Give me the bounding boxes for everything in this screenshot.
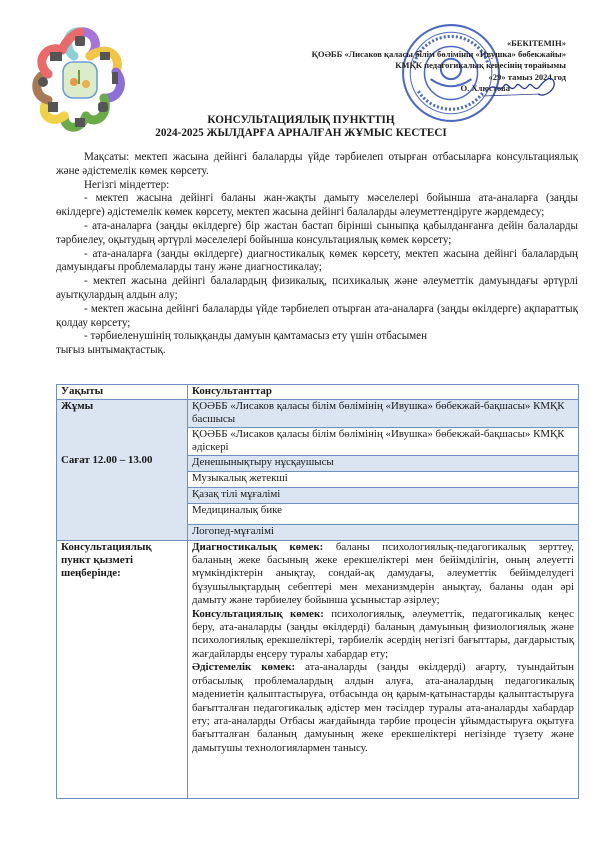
header-time: Уақыты [57, 385, 188, 400]
title-line-2: 2024-2025 ЖЫЛДАРҒА АРНАЛҒАН ЖҰМЫС КЕСТЕСІ [155, 127, 447, 139]
approval-heading: «БЕКІТЕМІН» [506, 38, 566, 48]
intro-section [56, 151, 578, 358]
table-header-row [57, 385, 579, 400]
service-item [192, 661, 574, 755]
services-label-cell: Консультациялық пункт қызметі шеңберінде: [57, 540, 188, 798]
service-item [192, 608, 574, 662]
time-cell [57, 400, 188, 541]
goal-paragraph: Мақсаты: мектеп жасына дейінгі балаларды үйде тәрбиелеп отырған отбасыларға консультациялық және әдістемелік көмек көрсету. [56, 151, 578, 177]
consultant-cell: Қазақ тілі мұғалімі [188, 487, 579, 503]
work-day: Жұмы [61, 400, 94, 412]
header-consultants: Консультанттар [188, 385, 579, 400]
consultant-cell: Денешынықтыру нұсқаушысы [188, 455, 579, 471]
tasks-heading: Негізгі міндеттер: [84, 178, 170, 191]
signature [480, 72, 560, 100]
service-title: Диагностикалық көмек: [192, 540, 324, 553]
consultant-cell: Логопед-мұғалімі [188, 524, 579, 540]
task-item: - мектеп жасына дейінгі баланы жан-жақты дамыту мәселелері бойынша ата-аналарға (заңды өкілдерге) әдістемелік көмек көрсету, мектеп жасына дейінгі балаларды әлеуметтендіруге жәрдемдесу; [56, 192, 578, 219]
consultant-cell: Медициналық бике [188, 503, 579, 524]
title-line-1: КОНСУЛЬТАЦИЯЛЫҚ ПУНКТТІҢ [207, 114, 395, 126]
schedule-table [56, 384, 579, 799]
consultant-cell: ҚОӘББ «Лисаков қаласы білім бөлімінің «Ивушка» бөбекжай-бақшасы» КМҚК әдіскері [188, 427, 579, 455]
consultant-cell: Музыкалық жетекші [188, 471, 579, 487]
approval-organization: ҚОӘББ «Лисаков қаласы білім бөлімінің «Ивушка» бөбекжайы» [311, 49, 566, 60]
task-item: - тәрбиеленушінің толыққанды дамуын қамтамасыз ету үшін отбасымен тығыз ынтымақтастық. [56, 330, 428, 357]
service-text: психологиялық, әлеуметтік, педагогикалық кеңес беру, ата-аналарды (заңды өкілдерді) баланың дамуының физиологиялық және психологиялық ерекшеліктері, тәрбиелік әсердің негізгі бағыттары, дағдарыстық жағдайларды еңсеру туралы хабардар ету; [192, 607, 574, 660]
document-title [0, 114, 602, 140]
consultant-cell: ҚОӘББ «Лисаков қаласы білім бөлімінің «Ивушка» бөбекжай-бақшасы» КМҚК басшысы [188, 400, 579, 428]
table-row [57, 540, 579, 798]
work-hours: Сағат 12.00 – 13.00 [61, 454, 153, 467]
service-title: Әдістемелік көмек: [192, 661, 296, 674]
task-item: - мектеп жасына дейінгі балаларды үйде тәрбиелеп отырған ата-аналарға (заңды өкілдерге) ақпараттық қолдау көрсету; [56, 302, 578, 329]
service-title: Консультациялық көмек: [192, 607, 324, 620]
task-item: - мектеп жасына дейінгі балалардың физикалық, психикалық және әлеуметтік дамуындағы әртүрлі ауытқулардың алдын алу; [56, 275, 578, 301]
approval-signatory: О. Хлюстова [460, 82, 510, 93]
service-text: баланы психологиялық-педагогикалық зерттеу, баланың жеке басының жеке ерекшеліктері мен бейімділігін, оның әлеуетті мүмкіндіктерін анықтау, сондай-ақ дамудағы, әлеуметтік бейімделудегі бұзушылықтардың себептері мен механизмдерін анықтау, баланы одан әрі дамыту және тәрбиелеу бойынша ұсыныстар әзірлеу; [192, 540, 574, 607]
table-row [57, 400, 579, 428]
approval-position: КМҚК педагогикалық кеңесінің төрайымы [395, 60, 566, 71]
service-text: ата-аналарды (заңды өкілдерді) ағарту, туындайтын отбасылық проблемалардың алдын алуға, ата-аналардың педагогикалық мәдениетін қалыптастыруға, отбасында оң қарым-қатынастарды қалыптастыруға бағытталған педагогикалық әдістер мен тәсілдер туралы ата-аналарды хабардар ету; ата-аналарды Отбасы жағдайында тәрбие процесін ұйымдастыруға оқытуға бағытталған баланың дамуының жеке ерекшеліктері негізінде түзету және дамытушы технологиялармен танысу. [192, 661, 575, 754]
services-cell [188, 540, 579, 798]
service-item [192, 541, 574, 608]
approval-date: «29» тамыз 2024 год [488, 71, 566, 82]
task-item: - ата-аналарға (заңды өкілдерге) диагностикалық көмек көрсету, мектеп жасына дейінгі балалардың дамуындағы проблемаларды тану және диагностикалау; [56, 247, 578, 274]
task-item: - ата-аналарға (заңды өкілдерге) бір жастан бастап бірінші сыныпқа қабылданғанға дейін балаларды тәрбиелеу, оқытудың әртүрлі мәселелері бойынша консультациялық көмек көрсету; [56, 219, 578, 246]
